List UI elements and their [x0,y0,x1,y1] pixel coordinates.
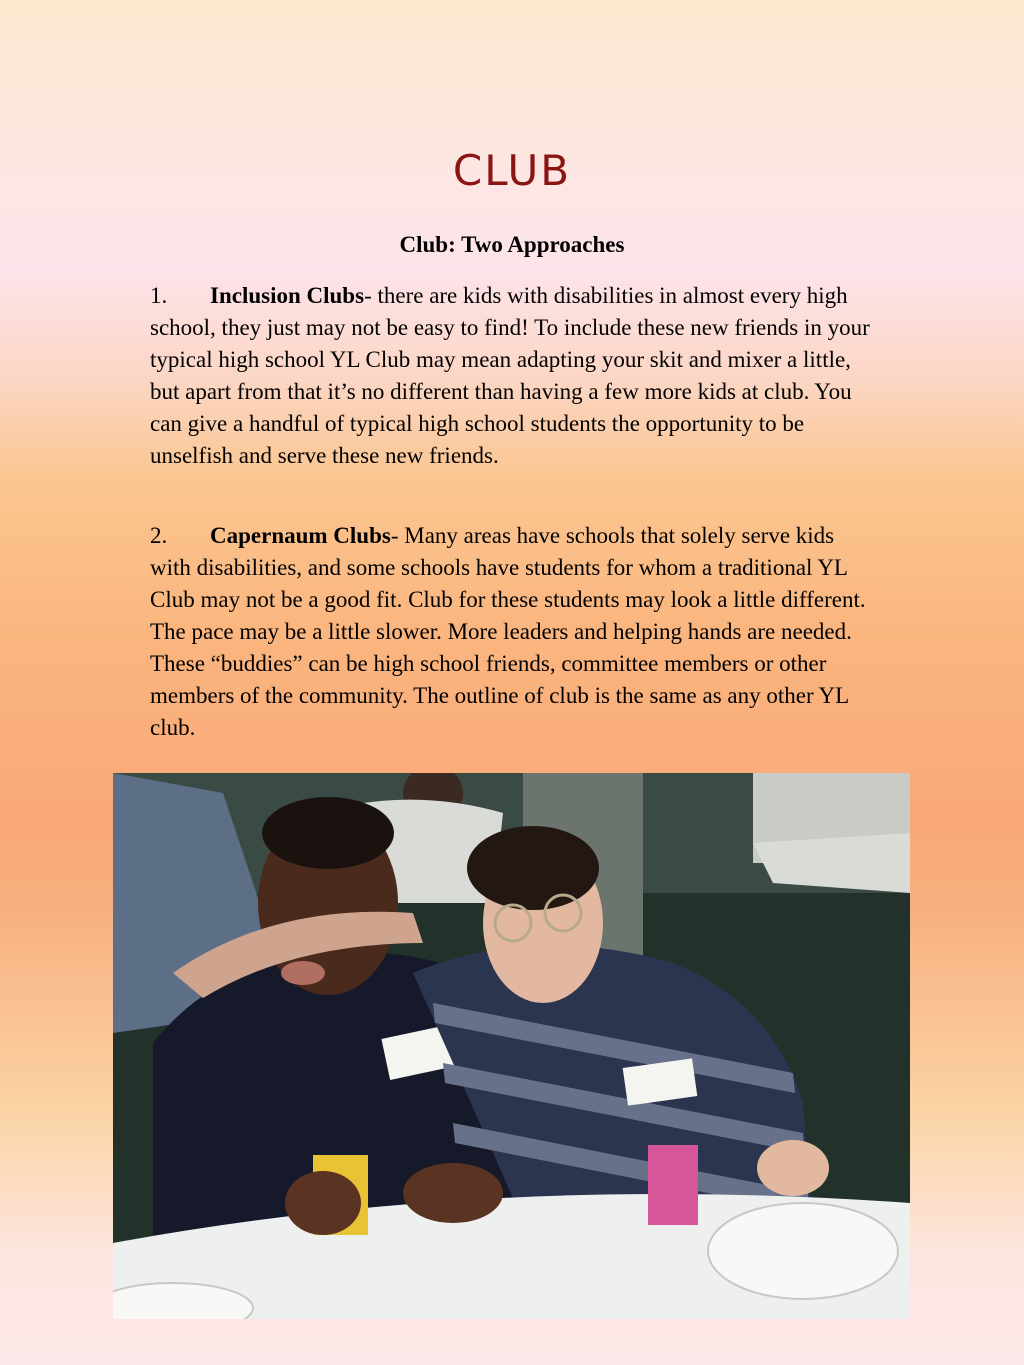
page-subtitle: Club: Two Approaches [399,232,625,257]
item-term: Capernaum Clubs [210,523,391,548]
item-text: - Many areas have schools that solely serve kids with disabilities, and some schools have students for whom a traditional YL Club may not be a good fit. Club for these students may look a little different. The pace may be a little slower. More leaders and helping hands are needed. These “buddies” can be high school friends, committee members or other members of the community. The outline of club is the same as any other YL club. [150,523,866,740]
photo-plate [708,1203,898,1299]
list-item-inclusion-clubs [150,280,880,472]
page-title: CLUB [452,146,572,195]
list-item-capernaum-clubs [150,520,880,744]
item-number: 1. [150,283,168,308]
photo-hand-left-2 [403,1163,503,1223]
photo-juice-box-right [648,1145,698,1225]
photo-hand-left [285,1171,361,1235]
club-photo [113,773,910,1319]
item-number: 2. [150,523,168,548]
item-term: Inclusion Clubs [210,283,365,308]
photo-person-right-hair [467,826,599,910]
club-photo-illustration [113,773,910,1319]
photo-hand-right [757,1140,829,1196]
photo-person-left-hair [262,797,394,869]
item-text: - there are kids with disabilities in almost every high school, they just may not be easy to find! To include these new friends in your typical high school YL Club may mean adapting your skit and mixer a little, but apart from that it’s no different than having a few more kids at club. You can give a handful of typical high school students the opportunity to be unselfish and serve these new friends. [150,283,870,468]
photo-person-left-mouth [281,961,325,985]
